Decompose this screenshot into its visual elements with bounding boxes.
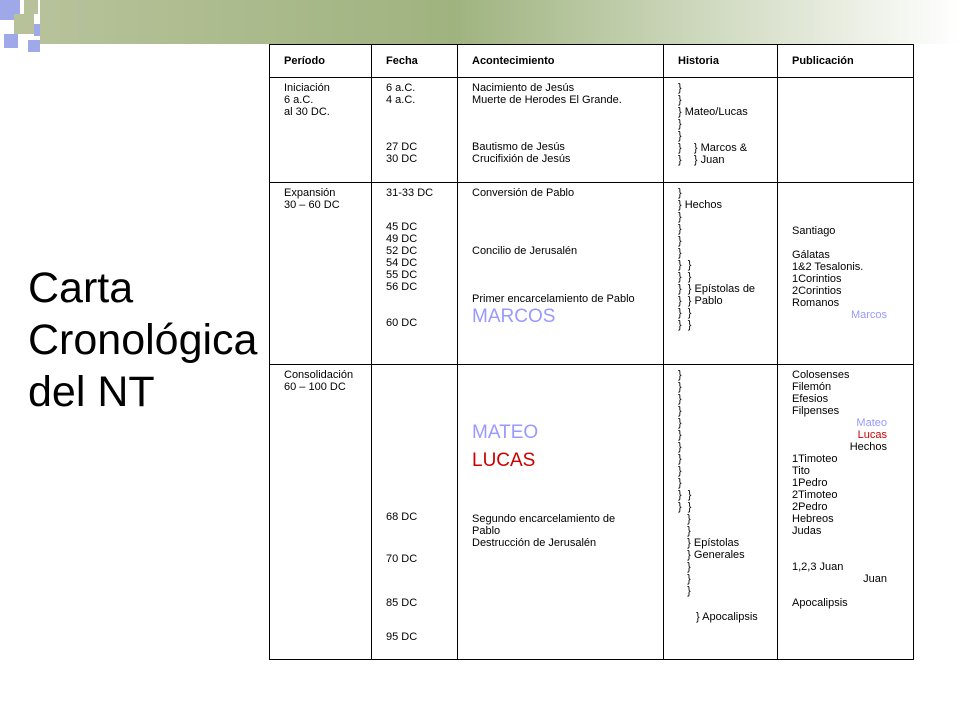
header-periodo: Período [270,45,372,78]
cell-text: } } [678,489,692,501]
cell-fecha [372,78,458,183]
cell-text: } [678,525,691,537]
cell-text: } [678,429,682,441]
cell-periodo [270,183,372,365]
cell-text: Hebreos [792,513,834,525]
cell-text: } } Epístolas de [678,283,756,295]
cell-text: } [678,561,691,573]
table-row [270,183,914,365]
cell-text: } } [678,271,692,283]
title-line: Carta [28,264,134,312]
cell-text: 30 – 60 DC [284,199,340,211]
cell-text: } [678,187,682,199]
cell-text: } [678,573,691,585]
cell-text: 1Corintios [792,273,842,285]
cell-text: 1Pedro [792,477,828,489]
cell-text: 27 DC [386,141,418,153]
cell-text: 85 DC [386,597,418,609]
cell-text: } } Juan [678,154,725,166]
cell-text: } } [678,319,692,331]
cell-text: } [678,369,682,381]
cell-text: } } [678,307,692,319]
cell-text: Apocalipsis [792,597,848,609]
cell-text: } } Pablo [678,295,723,307]
cell-text: } [678,82,682,94]
marcos-highlight: MARCOS [472,306,556,327]
table-row [270,365,914,660]
cell-text: Tito [792,465,810,477]
cell-text: } [678,405,682,417]
header-acontecimiento: Acontecimiento [458,45,664,78]
cell-text: } [678,223,682,235]
cell-periodo [270,78,372,183]
mateo-highlight: MATEO [472,422,539,443]
cell-text: } [678,585,691,597]
title-line: Cronológica [28,316,258,364]
cell-text: Bautismo de Jesús [472,141,565,153]
cell-text: Nacimiento de Jesús [472,82,575,94]
cell-text: 31-33 DC [386,187,434,199]
cell-text: } } [678,501,692,513]
cell-text: Filemón [792,381,832,393]
lucas-highlight: LUCAS [472,450,536,471]
cell-text: Hechos [849,441,887,453]
slide-title [28,262,257,418]
cell-text: } [678,130,682,142]
cell-text: Juan [863,573,887,585]
cell-text: 6 a.C. [284,94,314,106]
cell-publicacion [778,365,914,660]
cell-text: Muerte de Herodes El Grande. [472,94,622,106]
cell-text: Destrucción de Jerusalén [472,537,597,549]
title-line: del NT [28,368,155,416]
cell-text: Lucas [857,429,887,441]
table-header-row [270,45,914,78]
cell-text [792,237,913,249]
cell-text: } [678,211,682,223]
cell-text: Conversión de Pablo [472,187,575,199]
cell-text: } } [678,259,692,271]
cell-acontecimiento [458,365,664,660]
cell-text: 2Pedro [792,501,828,513]
cell-text: } [678,477,682,489]
cell-text: Gálatas [792,249,830,261]
cell-text: } [678,118,682,130]
cell-text: Consolidación [284,369,354,381]
table-row [270,78,914,183]
cell-text: 52 DC [386,245,418,257]
cell-text: } Mateo/Lucas [678,106,748,118]
cell-text: } [678,513,691,525]
cell-text: 70 DC [386,553,418,565]
cell-acontecimiento [458,78,664,183]
cell-text: Santiago [792,225,836,237]
cell-text: } Generales [678,549,745,561]
cell-periodo [270,365,372,660]
cell-text: 2Timoteo [792,489,838,501]
cell-publicacion [778,183,914,365]
decor-square [14,14,34,34]
cell-text: 1,2,3 Juan [792,561,844,573]
cell-text: Efesios [792,393,829,405]
header-gradient-bar [40,0,960,44]
cell-fecha [372,183,458,365]
cell-text: } [678,417,682,429]
cell-text: 95 DC [386,631,418,643]
cell-text: } [678,465,682,477]
cell-acontecimiento [458,183,664,365]
cell-text: } [678,393,682,405]
cell-text: 56 DC [386,281,418,293]
cell-text: 1Timoteo [792,453,838,465]
cell-text: 55 DC [386,269,418,281]
cell-text: Segundo encarcelamiento de [472,513,616,525]
cell-text: } Apocalipsis [696,611,758,623]
cell-text: } [678,381,682,393]
cell-text: } [678,453,682,465]
cell-text: } [678,441,682,453]
cell-historia [664,365,778,660]
header-historia: Historia [664,45,778,78]
cell-fecha [372,365,458,660]
header-publicacion: Publicación [778,45,914,78]
cell-text: Mateo [856,417,887,429]
header-fecha: Fecha [372,45,458,78]
cell-text: 54 DC [386,257,418,269]
cell-text: 60 DC [386,317,418,329]
cell-text: Expansión [284,187,336,199]
cell-text: Filpenses [792,405,840,417]
cell-publicacion [778,78,914,183]
cell-text: Concilio de Jerusalén [472,245,578,257]
cell-text: 30 DC [386,153,418,165]
decor-square [28,40,40,52]
cell-historia [664,78,778,183]
cell-text: } Hechos [678,199,723,211]
cell-text: } Epístolas [678,537,740,549]
cell-text: 4 a.C. [386,94,416,106]
cell-text: 6 a.C. [386,82,416,94]
decor-square [24,0,38,14]
cell-text: Romanos [792,297,840,309]
cell-text: } [678,247,682,259]
cell-historia [664,183,778,365]
cell-text: 45 DC [386,221,418,233]
cell-text: 68 DC [386,511,418,523]
cell-text: Iniciación [284,82,330,94]
cell-text: 2Corintios [792,285,842,297]
cell-text: 60 – 100 DC [284,381,346,393]
cell-text: Pablo [472,525,501,537]
cell-text: 49 DC [386,233,418,245]
cell-text: al 30 DC. [284,106,330,118]
decor-square [4,34,18,48]
cell-text: } [678,94,682,106]
cell-text: Crucifixión de Jesús [472,153,571,165]
chronology-table [269,44,914,660]
cell-text: Judas [792,525,822,537]
cell-text: Colosenses [792,369,850,381]
cell-text: Marcos [850,309,887,321]
cell-text: } } Marcos & [678,142,748,154]
cell-text: 1&2 Tesalonis. [792,261,864,273]
cell-text: } [678,235,682,247]
cell-text: Primer encarcelamiento de Pablo [472,293,635,305]
